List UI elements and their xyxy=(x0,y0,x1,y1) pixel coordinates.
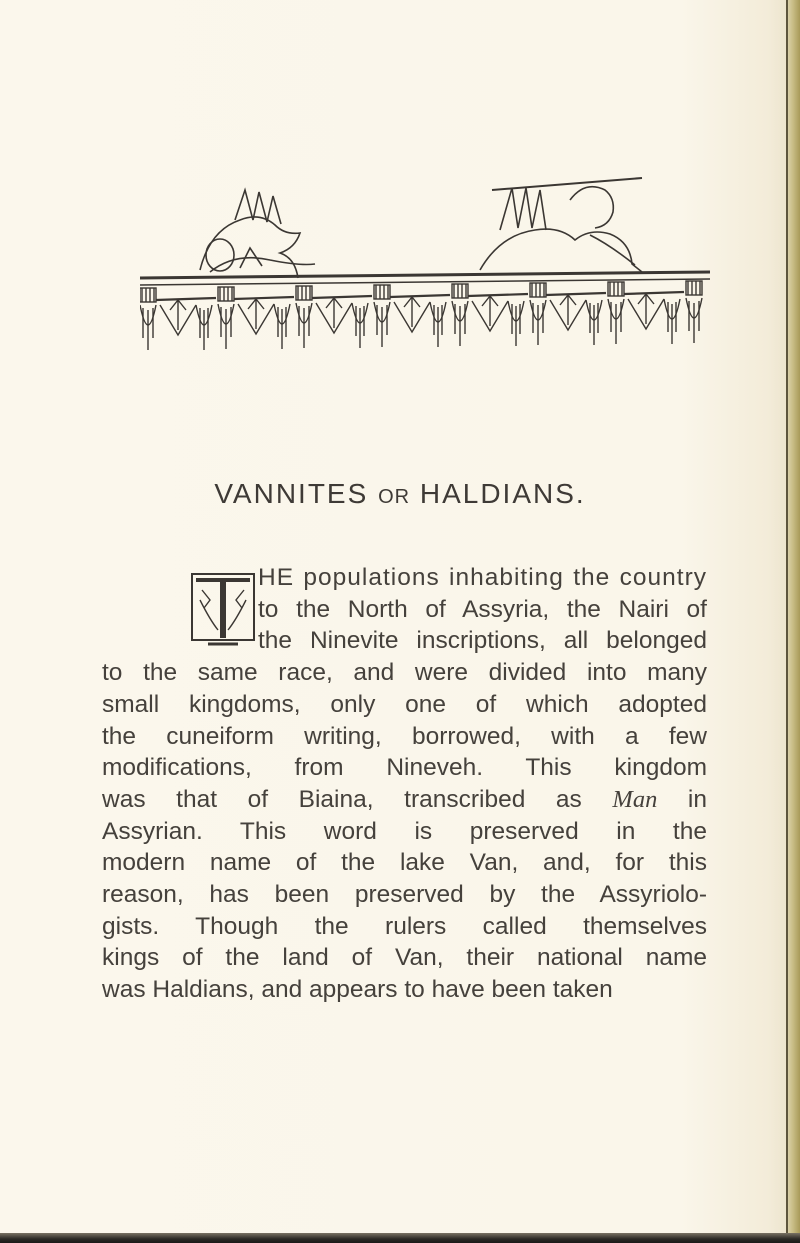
text-line-1: HE populations inhabiting the country xyxy=(258,564,707,591)
text-line-6: the cuneiform writing, borrowed, with a few xyxy=(102,722,707,750)
winged-figure-icon xyxy=(200,190,315,278)
text-line-2: to the North of Assyria, the Nairi of xyxy=(258,595,707,623)
assyrian-frieze-ornament xyxy=(140,160,710,390)
text-line-5: small kingdoms, only one of which adopted xyxy=(102,690,707,718)
title-part-2: HALDIANS. xyxy=(419,478,586,509)
text-line-11: reason, has been preserved by the Assyriolo- xyxy=(102,881,707,909)
drop-cap-letter: T xyxy=(222,625,224,627)
text-line-7: modifications, from Nineveh. This kingdom xyxy=(102,754,707,782)
text-line-8-start: was that of Biaina, transcribed as xyxy=(102,785,582,813)
text-line-13: kings of the land of Van, their national name xyxy=(102,944,707,972)
chapter-title xyxy=(0,478,800,510)
body-paragraph xyxy=(102,562,707,1006)
italic-word: Man xyxy=(612,785,658,813)
title-part-1: VANNITES xyxy=(214,478,369,509)
text-line-3: the Ninevite inscriptions, all belonged xyxy=(258,627,707,655)
winged-bull-icon xyxy=(480,178,642,272)
text-line-14: was Haldians, and appears to have been taken xyxy=(102,976,613,1004)
title-connector: OR xyxy=(378,486,411,508)
text-line-8 xyxy=(102,784,707,816)
page-bottom-edge xyxy=(0,1233,800,1243)
text-line-12: gists. Though the rulers called themselves xyxy=(102,912,707,940)
text-line-10: modern name of the lake Van, and, for this xyxy=(102,849,707,877)
text-line-9: Assyrian. This word is preserved in the xyxy=(102,817,707,845)
book-spine-edge xyxy=(786,0,800,1243)
text-line-4: to the same race, and were divided into many xyxy=(102,659,707,687)
text-line-8-end: in xyxy=(687,785,707,813)
